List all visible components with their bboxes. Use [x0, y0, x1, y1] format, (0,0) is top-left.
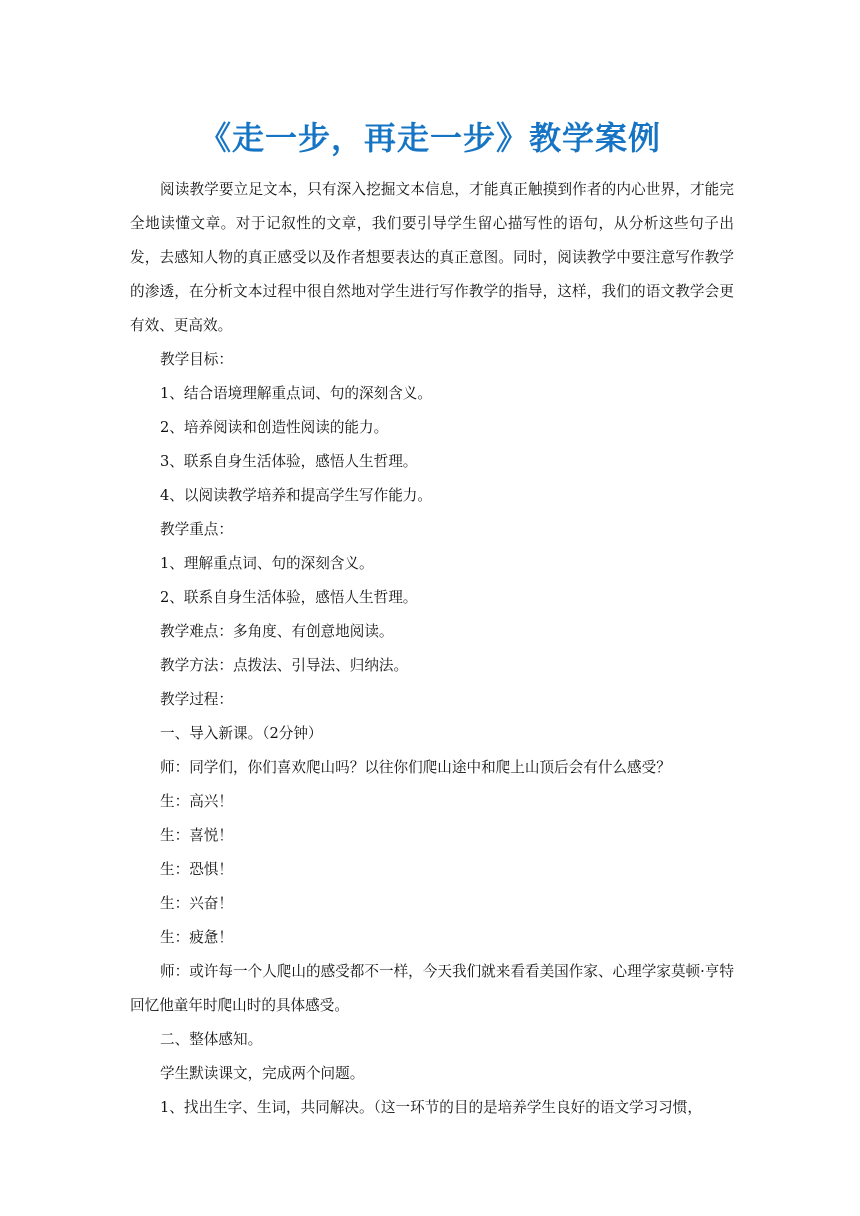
document-title: 《走一步，再走一步》教学案例 [198, 119, 661, 157]
dialogue-line: 生：兴奋！ [160, 895, 233, 912]
dialogue-line: 师：或许每一个人爬山的感受都不一样，今天我们就来看看美国作家、心理学家莫顿·亨特回忆他童年时爬山时的具体感受。 [130, 963, 734, 1014]
list-item: 3、联系自身生活体验，感悟人生哲理。 [160, 453, 418, 470]
document-body [130, 173, 734, 1125]
heading-teaching-process: 教学过程： [160, 691, 233, 708]
list-item: 4、以阅读教学培养和提高学生写作能力。 [160, 487, 432, 504]
heading-teaching-focus: 教学重点： [160, 521, 233, 538]
section-heading: 一、导入新课。（2分钟） [160, 725, 323, 742]
teaching-difficulty: 教学难点：多角度、有创意地阅读。 [160, 623, 394, 640]
list-item: 1、理解重点词、句的深刻含义。 [160, 555, 374, 572]
dialogue-line: 生：高兴！ [160, 793, 233, 810]
list-item: 2、联系自身生活体验，感悟人生哲理。 [160, 589, 418, 606]
dialogue-line: 师：同学们，你们喜欢爬山吗？以往你们爬山途中和爬上山顶后会有什么感受？ [160, 759, 671, 776]
dialogue-line: 生：恐惧！ [160, 861, 233, 878]
dialogue-line: 生：喜悦！ [160, 827, 233, 844]
list-item: 1、找出生字、生词，共同解决。（这一环节的目的是培养学生良好的语文学习习惯， [160, 1099, 702, 1116]
heading-teaching-goals: 教学目标： [160, 351, 233, 368]
teaching-method: 教学方法：点拨法、引导法、归纳法。 [160, 657, 409, 674]
paragraph-intro: 阅读教学要立足文本，只有深入挖掘文本信息，才能真正触摸到作者的内心世界，才能完全地读懂文章。对于记叙性的文章，我们要引导学生留心描写性的语句，从分析这些句子出发，去感知人物的真正感受以及作者想要表达的真正意图。同时，阅读教学中要注意写作教学的渗透，在分析文本过程中很自然地对学生进行写作教学的指导，这样，我们的语文教学会更有效、更高效。 [130, 181, 734, 334]
list-item: 2、培养阅读和创造性阅读的能力。 [160, 419, 389, 436]
paragraph: 学生默读课文，完成两个问题。 [160, 1065, 365, 1082]
list-item: 1、结合语境理解重点词、句的深刻含义。 [160, 385, 432, 402]
section-heading: 二、整体感知。 [160, 1031, 263, 1048]
dialogue-line: 生：疲惫！ [160, 929, 233, 946]
